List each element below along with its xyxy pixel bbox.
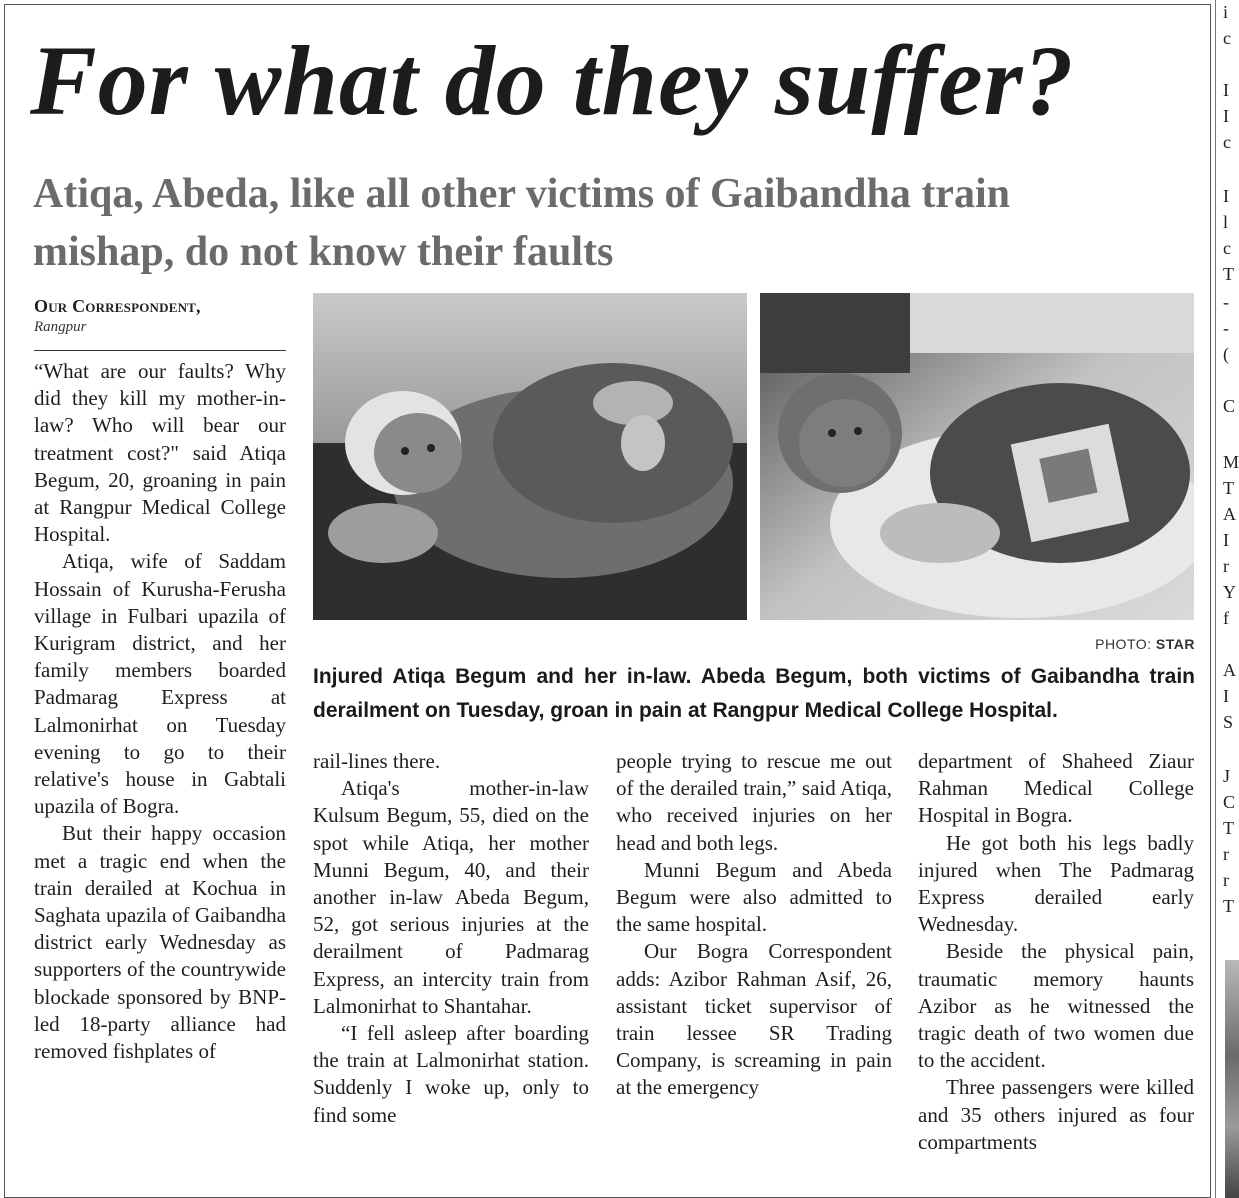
adjacent-text-fragment: A [1223, 660, 1236, 680]
paragraph: Atiqa's mother-in-law Kulsum Begum, 55, died on the spot while Atiqa, her mother Munni Begum, 40, and their another in-law Abeda Begum, 52, got serious injuries at the derailment of Padmarag Express, an intercity train from Lalmonirhat to Shantahar. [313, 776, 589, 1018]
photo-credit [1050, 636, 1195, 652]
photo-left-image [313, 293, 747, 620]
adjacent-photo-edge [1225, 960, 1239, 1198]
adjacent-text-fragment: Y [1223, 582, 1236, 602]
paragraph: department of Shaheed Ziaur Rahman Medical College Hospital in Bogra. [918, 749, 1194, 828]
adjacent-article-strip [1211, 0, 1239, 1198]
adjacent-text-fragment: l [1223, 212, 1229, 232]
byline [34, 296, 286, 336]
adjacent-text-fragment: T [1223, 818, 1234, 838]
headline: For what do they suffer? [30, 25, 1075, 136]
photo-credit-source: STAR [1155, 636, 1195, 652]
photo-right-image [760, 293, 1194, 620]
adjacent-text-fragment: - [1223, 318, 1229, 338]
adjacent-text-fragment: r [1223, 870, 1229, 890]
paragraph: people trying to rescue me out of the derailed train,” said Atiqa, who received injuries on her head and both legs. [616, 749, 892, 855]
adjacent-text-fragment: ( [1223, 344, 1229, 364]
body-column-1 [34, 358, 286, 1065]
adjacent-text-fragment: r [1223, 556, 1229, 576]
adjacent-text-fragment: A [1223, 504, 1236, 524]
adjacent-text-fragment: C [1223, 396, 1236, 416]
adjacent-text-fragment: I [1223, 80, 1229, 100]
column-divider [1215, 0, 1216, 1198]
adjacent-text-fragment: - [1223, 292, 1229, 312]
photo-credit-label: PHOTO: [1095, 636, 1152, 652]
adjacent-text-fragment: T [1223, 896, 1234, 916]
adjacent-text-fragment: c [1223, 238, 1231, 258]
byline-divider [34, 350, 286, 351]
paragraph: rail-lines there. [313, 749, 441, 773]
paragraph: Beside the physical pain, traumatic memory haunts Azibor as he witnessed the tragic death of two women due to the accident. [918, 939, 1194, 1073]
paragraph: Three passengers were killed and 35 others injured as four compartments [918, 1075, 1194, 1154]
adjacent-text-fragment: T [1223, 478, 1234, 498]
byline-place: Rangpur [34, 319, 87, 335]
paragraph: Munni Begum and Abeda Begum were also admitted to the same hospital. [616, 857, 892, 937]
body-column-2 [313, 748, 589, 1129]
adjacent-text-fragment: c [1223, 28, 1231, 48]
byline-name: Our Correspondent, [34, 296, 201, 316]
adjacent-text-fragment: J [1223, 766, 1231, 786]
paragraph: But their happy occasion met a tragic end when the train derailed at Kochua in Saghata upazila of Gaibandha district early Wednesday as supporters of the countrywide blockade sponsored by BNP-led 18-party alliance had removed fishplates of [34, 821, 286, 1064]
paragraph: “What are our faults? Why did they kill my mother-in-law? Who will bear our treatment cost?" said Atiqa Begum, 20, groaning in pain at Rangpur Medical College Hospital. [34, 359, 286, 547]
adjacent-text-fragment: i [1223, 2, 1229, 22]
paragraph: Our Bogra Correspondent adds: Azibor Rahman Asif, 26, assistant ticket supervisor of train lessee SR Trading Company, is screaming in pain at the emergency [616, 939, 892, 1100]
adjacent-text-fragment: C [1223, 792, 1236, 812]
body-column-4 [918, 748, 1194, 1156]
paragraph: Atiqa, wife of Saddam Hossain of Kurusha-Ferusha village in Fulbari upazila of Kurigram district, and her family members boarded Padmarag Express at Lalmonirhat on Tuesday evening to go to their relative's house in Gabtali upazila of Bogra. [34, 549, 286, 819]
adjacent-text-fragment: S [1223, 712, 1234, 732]
adjacent-text-fragment: I [1223, 186, 1229, 206]
adjacent-text-fragment: I [1223, 530, 1229, 550]
adjacent-text-fragment: c [1223, 132, 1231, 152]
adjacent-text-fragment: T [1223, 264, 1234, 284]
adjacent-text-fragment: r [1223, 844, 1229, 864]
photo-abeda-begum [760, 293, 1194, 620]
photo-caption: Injured Atiqa Begum and her in-law. Abeda Begum, both victims of Gaibandha train derailment on Tuesday, groan in pain at Rangpur Medical College Hospital. [313, 665, 1195, 722]
adjacent-text-fragment: M [1223, 452, 1239, 472]
paragraph: He got both his legs badly injured when The Padmarag Express derailed early Wednesday. [918, 830, 1194, 937]
photo-atiqa-begum [313, 293, 747, 620]
adjacent-text-fragment: I [1223, 106, 1229, 126]
paragraph: “I fell asleep after boarding the train at Lalmonirhat station. Suddenly I woke up, only to find some [313, 1021, 589, 1127]
adjacent-text-fragment: I [1223, 686, 1229, 706]
adjacent-text-fragment: f [1223, 608, 1229, 628]
deck-subheadline: Atiqa, Abeda, like all other victims of Gaibandha train mishap, do not know their faults [33, 171, 1010, 275]
body-column-3 [616, 748, 892, 1102]
